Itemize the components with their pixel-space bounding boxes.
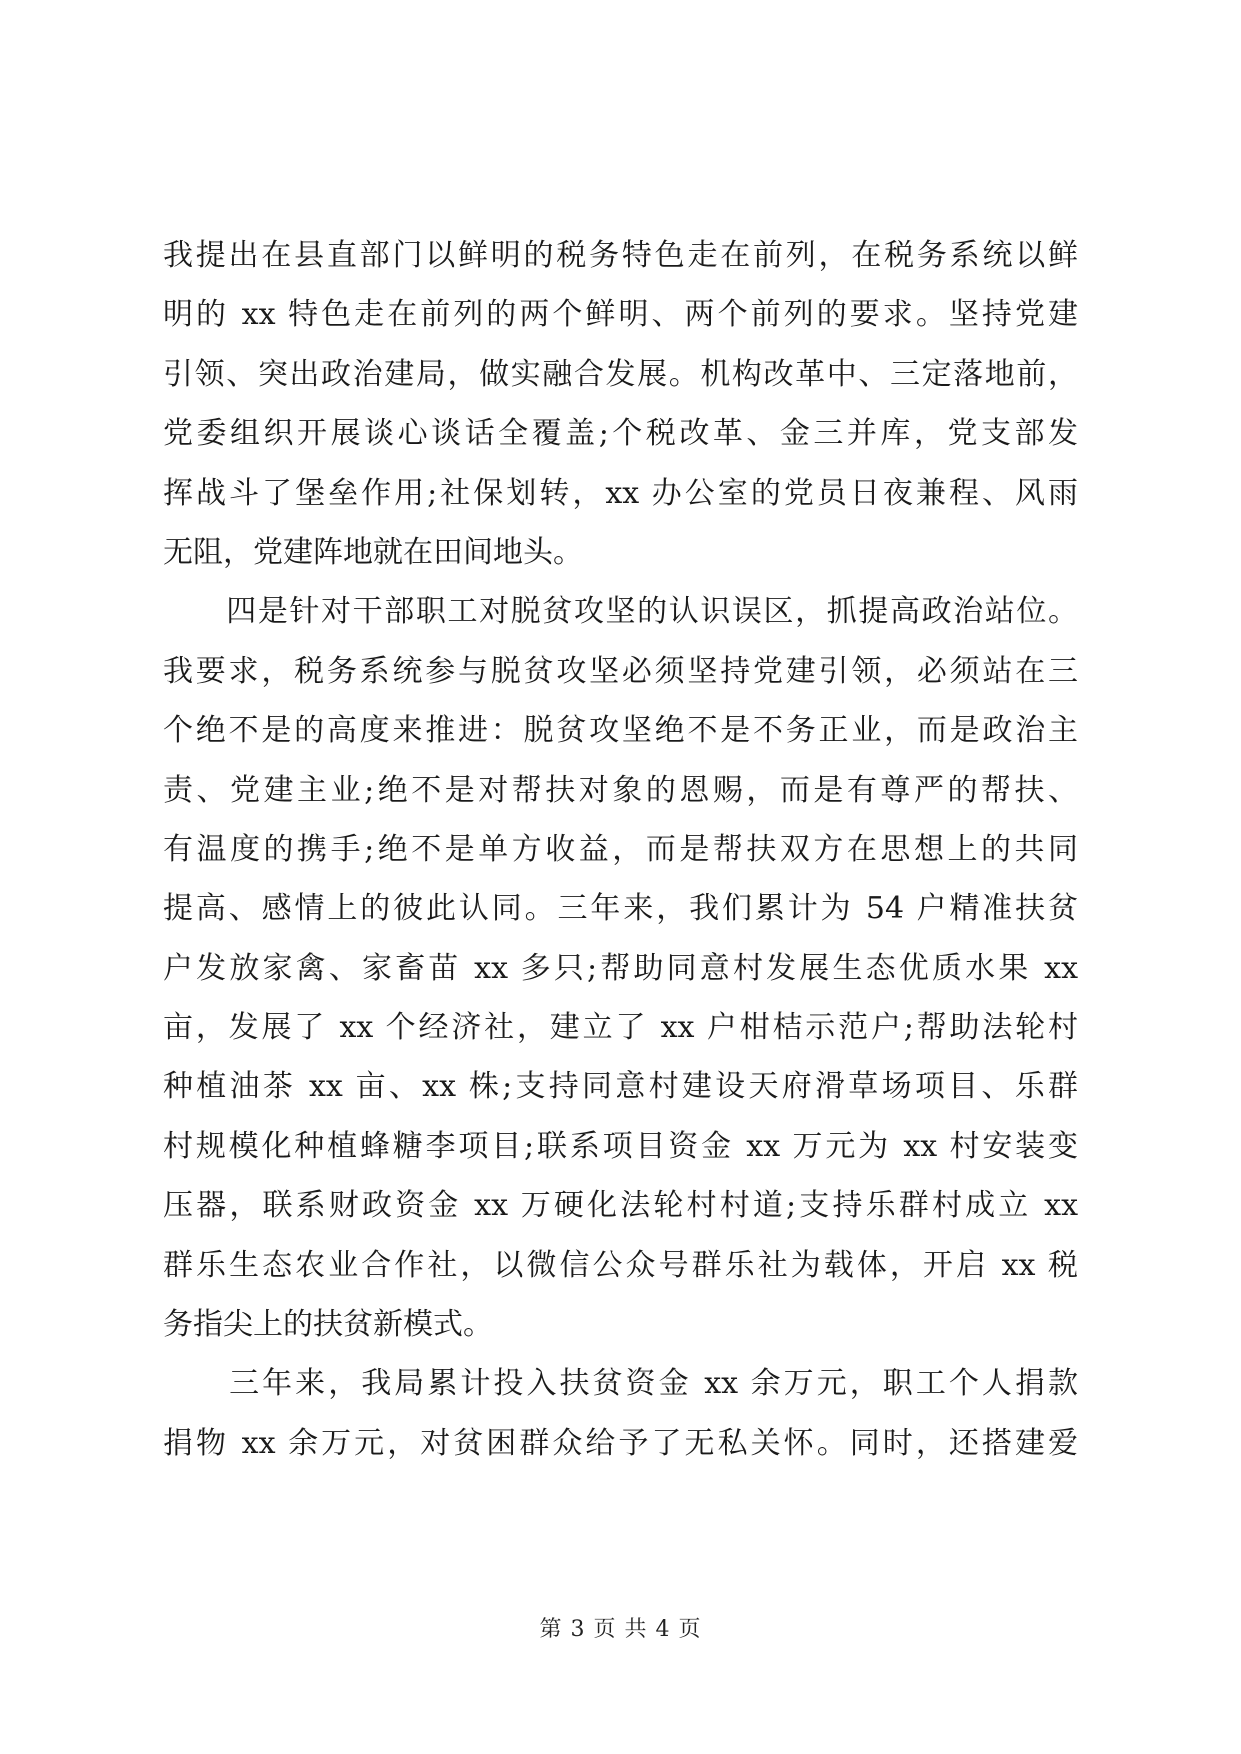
page-footer: 第 3 页 共 4 页: [539, 1617, 702, 1642]
text-line: 明的 xx 特色走在前列的两个鲜明、两个前列的要求。坚持党建: [163, 297, 1078, 333]
text-line: 党委组织开展谈心谈话全覆盖;个税改革、金三并库，党支部发: [163, 416, 1078, 452]
text-line: 三年来，我局累计投入扶贫资金 xx 余万元，职工个人捐款: [163, 1366, 1078, 1402]
text-line: 责、党建主业;绝不是对帮扶对象的恩赐，而是有尊严的帮扶、: [163, 772, 1078, 808]
document-body: [163, 226, 1078, 1473]
text-line: 亩，发展了 xx 个经济社，建立了 xx 户柑桔示范户;帮助法轮村: [163, 1010, 1078, 1046]
text-line: 挥战斗了堡垒作用;社保划转，xx 办公室的党员日夜兼程、风雨: [163, 475, 1078, 511]
text-line: 村规模化种植蜂糖李项目;联系项目资金 xx 万元为 xx 村安装变: [163, 1128, 1078, 1164]
text-line: 务指尖上的扶贫新模式。: [163, 1307, 493, 1343]
text-line: 无阻，党建阵地就在田间地头。: [163, 534, 583, 570]
text-line: 引领、突出政治建局，做实融合发展。机构改革中、三定落地前，: [163, 356, 1078, 392]
text-line: 户发放家禽、家畜苗 xx 多只;帮助同意村发展生态优质水果 xx: [163, 950, 1078, 986]
text-line: 我要求，税务系统参与脱贫攻坚必须坚持党建引领，必须站在三: [163, 653, 1078, 689]
text-line: 压器，联系财政资金 xx 万硬化法轮村村道;支持乐群村成立 xx: [163, 1188, 1078, 1224]
text-line: 有温度的携手;绝不是单方收益，而是帮扶双方在思想上的共同: [163, 831, 1078, 867]
text-line: 群乐生态农业合作社，以微信公众号群乐社为载体，开启 xx 税: [163, 1247, 1078, 1283]
text-line: 个绝不是的高度来推进：脱贫攻坚绝不是不务正业，而是政治主: [163, 713, 1078, 749]
text-line: 提高、感情上的彼此认同。三年来，我们累计为 54 户精准扶贫: [163, 891, 1078, 927]
text-line: 捐物 xx 余万元，对贫困群众给予了无私关怀。同时，还搭建爱: [163, 1425, 1078, 1461]
text-line: 种植油茶 xx 亩、xx 株;支持同意村建设天府滑草场项目、乐群: [163, 1069, 1078, 1105]
text-line: 我提出在县直部门以鲜明的税务特色走在前列，在税务系统以鲜: [163, 238, 1078, 273]
text-line: 四是针对干部职工对脱贫攻坚的认识误区，抓提高政治站位。: [163, 594, 1078, 630]
